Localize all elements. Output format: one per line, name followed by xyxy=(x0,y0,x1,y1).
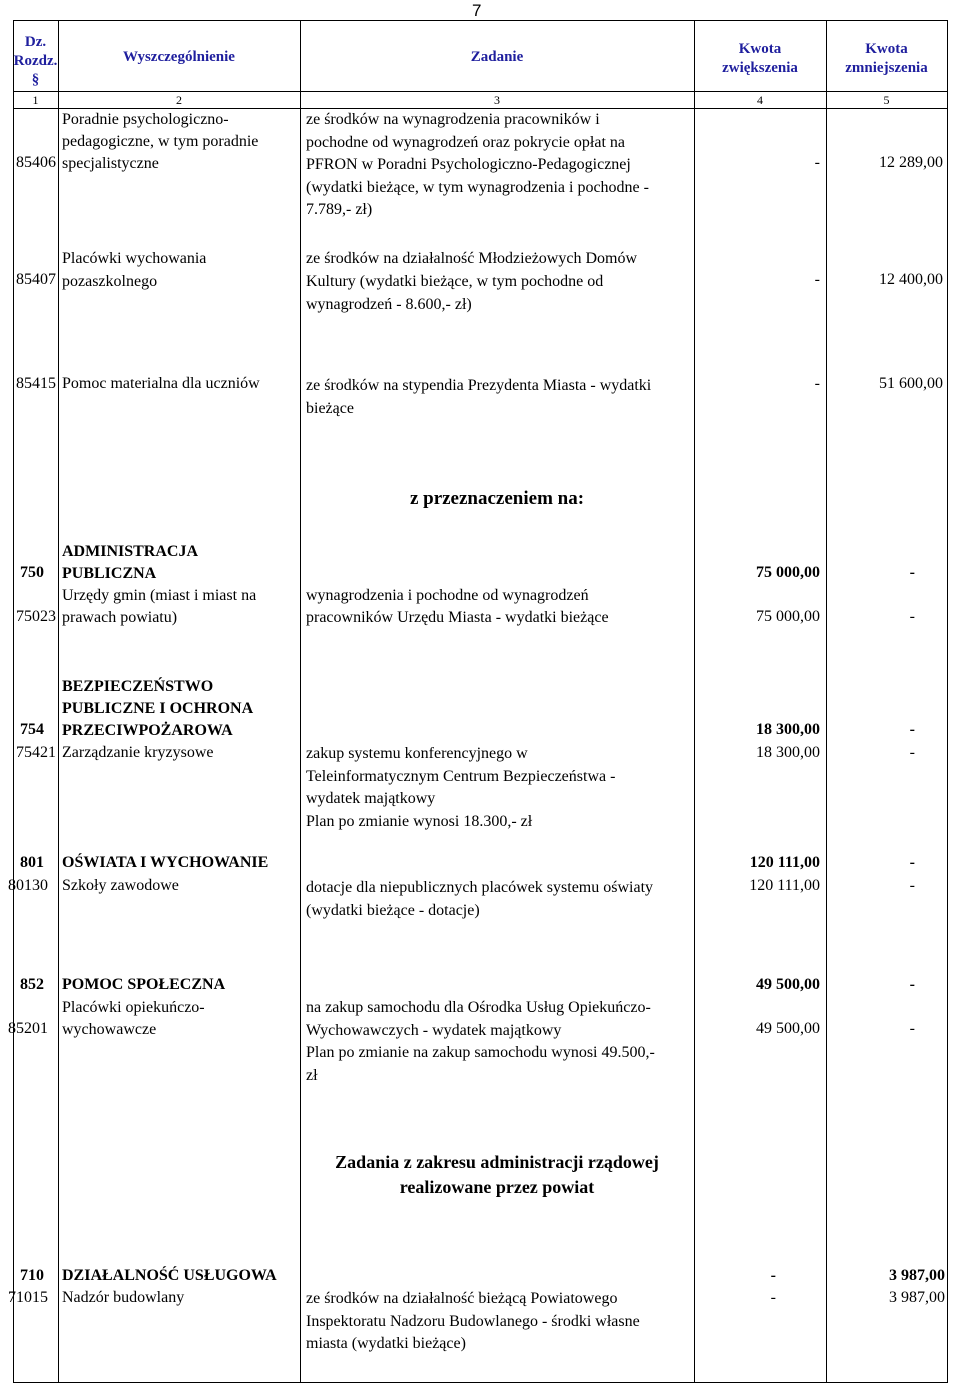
section-heading-przeznaczenie: z przeznaczeniem na: xyxy=(409,488,585,509)
division-710-decrease: 3 987,00 xyxy=(889,1267,945,1284)
division-801-name: OŚWIATA I WYCHOWANIE xyxy=(62,854,269,871)
division-710-code: 710 xyxy=(20,1267,44,1284)
division-801-code: 801 xyxy=(20,854,44,871)
row-85415-name: Pomoc materialna dla uczniów xyxy=(62,375,260,392)
header-col1: Dz. Rozdz. § xyxy=(13,34,58,88)
row-75421-name: Zarządzanie kryzysowe xyxy=(62,744,214,761)
row-71015-increase: - xyxy=(770,1289,776,1306)
header-col2: Wyszczególnienie xyxy=(123,49,235,65)
division-852-code: 852 xyxy=(20,976,44,993)
row-85406-code: 85406 xyxy=(16,154,56,171)
row-75421-code: 75421 xyxy=(16,744,56,761)
row-75023-increase: 75 000,00 xyxy=(756,608,820,625)
header-num-2: 2 xyxy=(176,93,182,107)
header-bottom-line xyxy=(13,91,948,92)
division-710-increase: - xyxy=(770,1267,776,1284)
header-col4: Kwota zwiększenia xyxy=(722,41,798,76)
division-750-name: ADMINISTRACJA PUBLICZNA xyxy=(62,543,199,582)
row-85406-decrease: 12 289,00 xyxy=(879,154,943,171)
col-border-1 xyxy=(58,20,59,1383)
col-border-3 xyxy=(694,20,695,1383)
row-85415-code: 85415 xyxy=(16,375,56,392)
row-85201-task: na zakup samochodu dla Ośrodka Usług Opiekuńczo- Wychowawczych - wydatek majątkowy Plan po zmianie na zakup samochodu wynosi 49.500,- zł xyxy=(306,999,655,1084)
section-heading-administracja-rzadowa: Zadania z zakresu administracji rządowej realizowane przez powiat xyxy=(335,1152,659,1197)
row-85201-decrease: - xyxy=(909,1020,915,1037)
row-85407-decrease: 12 400,00 xyxy=(879,271,943,288)
row-75023-code: 75023 xyxy=(16,608,56,625)
division-754-increase: 18 300,00 xyxy=(756,721,820,738)
division-754-decrease: - xyxy=(909,721,915,738)
row-85407-name: Placówki wychowania pozaszkolnego xyxy=(62,250,207,290)
row-71015-task: ze środków na działalność bieżącą Powiatowego Inspektoratu Nadzoru Budowlanego - środki własne miasta (wydatki bieżące) xyxy=(306,1290,640,1352)
row-85201-name: Placówki opiekuńczo- wychowawcze xyxy=(62,999,205,1038)
header-num-5: 5 xyxy=(883,93,890,107)
header-top-line xyxy=(13,20,948,21)
division-754-code: 754 xyxy=(20,721,44,738)
row-85407-task: ze środków na działalność Młodzieżowych Domów Kultury (wydatki bieżące, w tym pochodne od wynagrodzeń - 8.600,- zł) xyxy=(306,250,638,313)
division-750-code: 750 xyxy=(20,564,44,581)
row-71015-code: 71015 xyxy=(8,1289,48,1306)
header-num-3: 3 xyxy=(494,93,500,107)
row-71015-name: Nadzór budowlany xyxy=(62,1289,185,1306)
row-71015-decrease: 3 987,00 xyxy=(889,1289,945,1306)
division-852-increase: 49 500,00 xyxy=(756,976,820,993)
division-852-name: POMOC SPOŁECZNA xyxy=(62,976,226,993)
division-750-decrease: - xyxy=(909,564,915,581)
header-col5: Kwota zmniejszenia xyxy=(845,41,928,76)
row-75421-decrease: - xyxy=(909,744,915,761)
header-num-1: 1 xyxy=(32,93,39,107)
row-85201-code: 85201 xyxy=(8,1020,48,1037)
row-80130-name: Szkoły zawodowe xyxy=(62,877,179,894)
row-85407-increase: - xyxy=(814,271,820,288)
row-75421-task: zakup systemu konferencyjnego w Teleinformatycznym Centrum Bezpieczeństwa - wydatek majątkowy Plan po zmianie wynosi 18.300,- zł xyxy=(306,745,616,830)
row-80130-task: dotacje dla niepublicznych placówek systemu oświaty (wydatki bieżące - dotacje) xyxy=(306,879,654,919)
row-85201-increase: 49 500,00 xyxy=(756,1020,820,1037)
row-75023-task: wynagrodzenia i pochodne od wynagrodzeń pracowników Urzędu Miasta - wydatki bieżące xyxy=(306,587,609,626)
row-85406-task: ze środków na wynagrodzenia pracowników i pochodne od wynagrodzeń oraz pokrycie opłat na PFRON w Poradni Psychologiczno-Pedagogicznej (wydatki bieżące, w tym wynagrodzenia i pochodne - 7.789,- zł) xyxy=(306,111,649,218)
division-852-decrease: - xyxy=(909,976,915,993)
row-85407-code: 85407 xyxy=(16,271,56,288)
row-80130-decrease: - xyxy=(909,877,915,894)
row-80130-increase: 120 111,00 xyxy=(749,877,820,894)
col-border-4 xyxy=(826,20,827,1383)
division-710-name: DZIAŁALNOŚĆ USŁUGOWA xyxy=(62,1267,277,1284)
division-801-decrease: - xyxy=(909,854,915,871)
page-number: 7 xyxy=(472,1,482,20)
division-754-name: BEZPIECZEŃSTWO PUBLICZNE I OCHRONA PRZECIWPOŻAROWA xyxy=(62,678,254,739)
row-80130-code: 80130 xyxy=(8,877,48,894)
division-750-increase: 75 000,00 xyxy=(756,564,820,581)
col-border-0 xyxy=(13,20,14,1383)
row-85415-increase: - xyxy=(814,375,820,392)
row-85415-task: ze środków na stypendia Prezydenta Miasta - wydatki bieżące xyxy=(306,377,652,417)
division-801-increase: 120 111,00 xyxy=(749,854,820,871)
header-num-4: 4 xyxy=(757,93,763,107)
row-85415-decrease: 51 600,00 xyxy=(879,375,943,392)
row-75023-decrease: - xyxy=(909,608,915,625)
row-85406-name: Poradnie psychologiczno- pedagogiczne, w tym poradnie specjalistyczne xyxy=(62,111,259,172)
header-col3: Zadanie xyxy=(470,49,524,65)
col-border-5 xyxy=(947,20,948,1383)
row-75023-name: Urzędy gmin (miast i miast na prawach powiatu) xyxy=(62,587,257,626)
row-75421-increase: 18 300,00 xyxy=(756,744,820,761)
row-85406-increase: - xyxy=(814,154,820,171)
